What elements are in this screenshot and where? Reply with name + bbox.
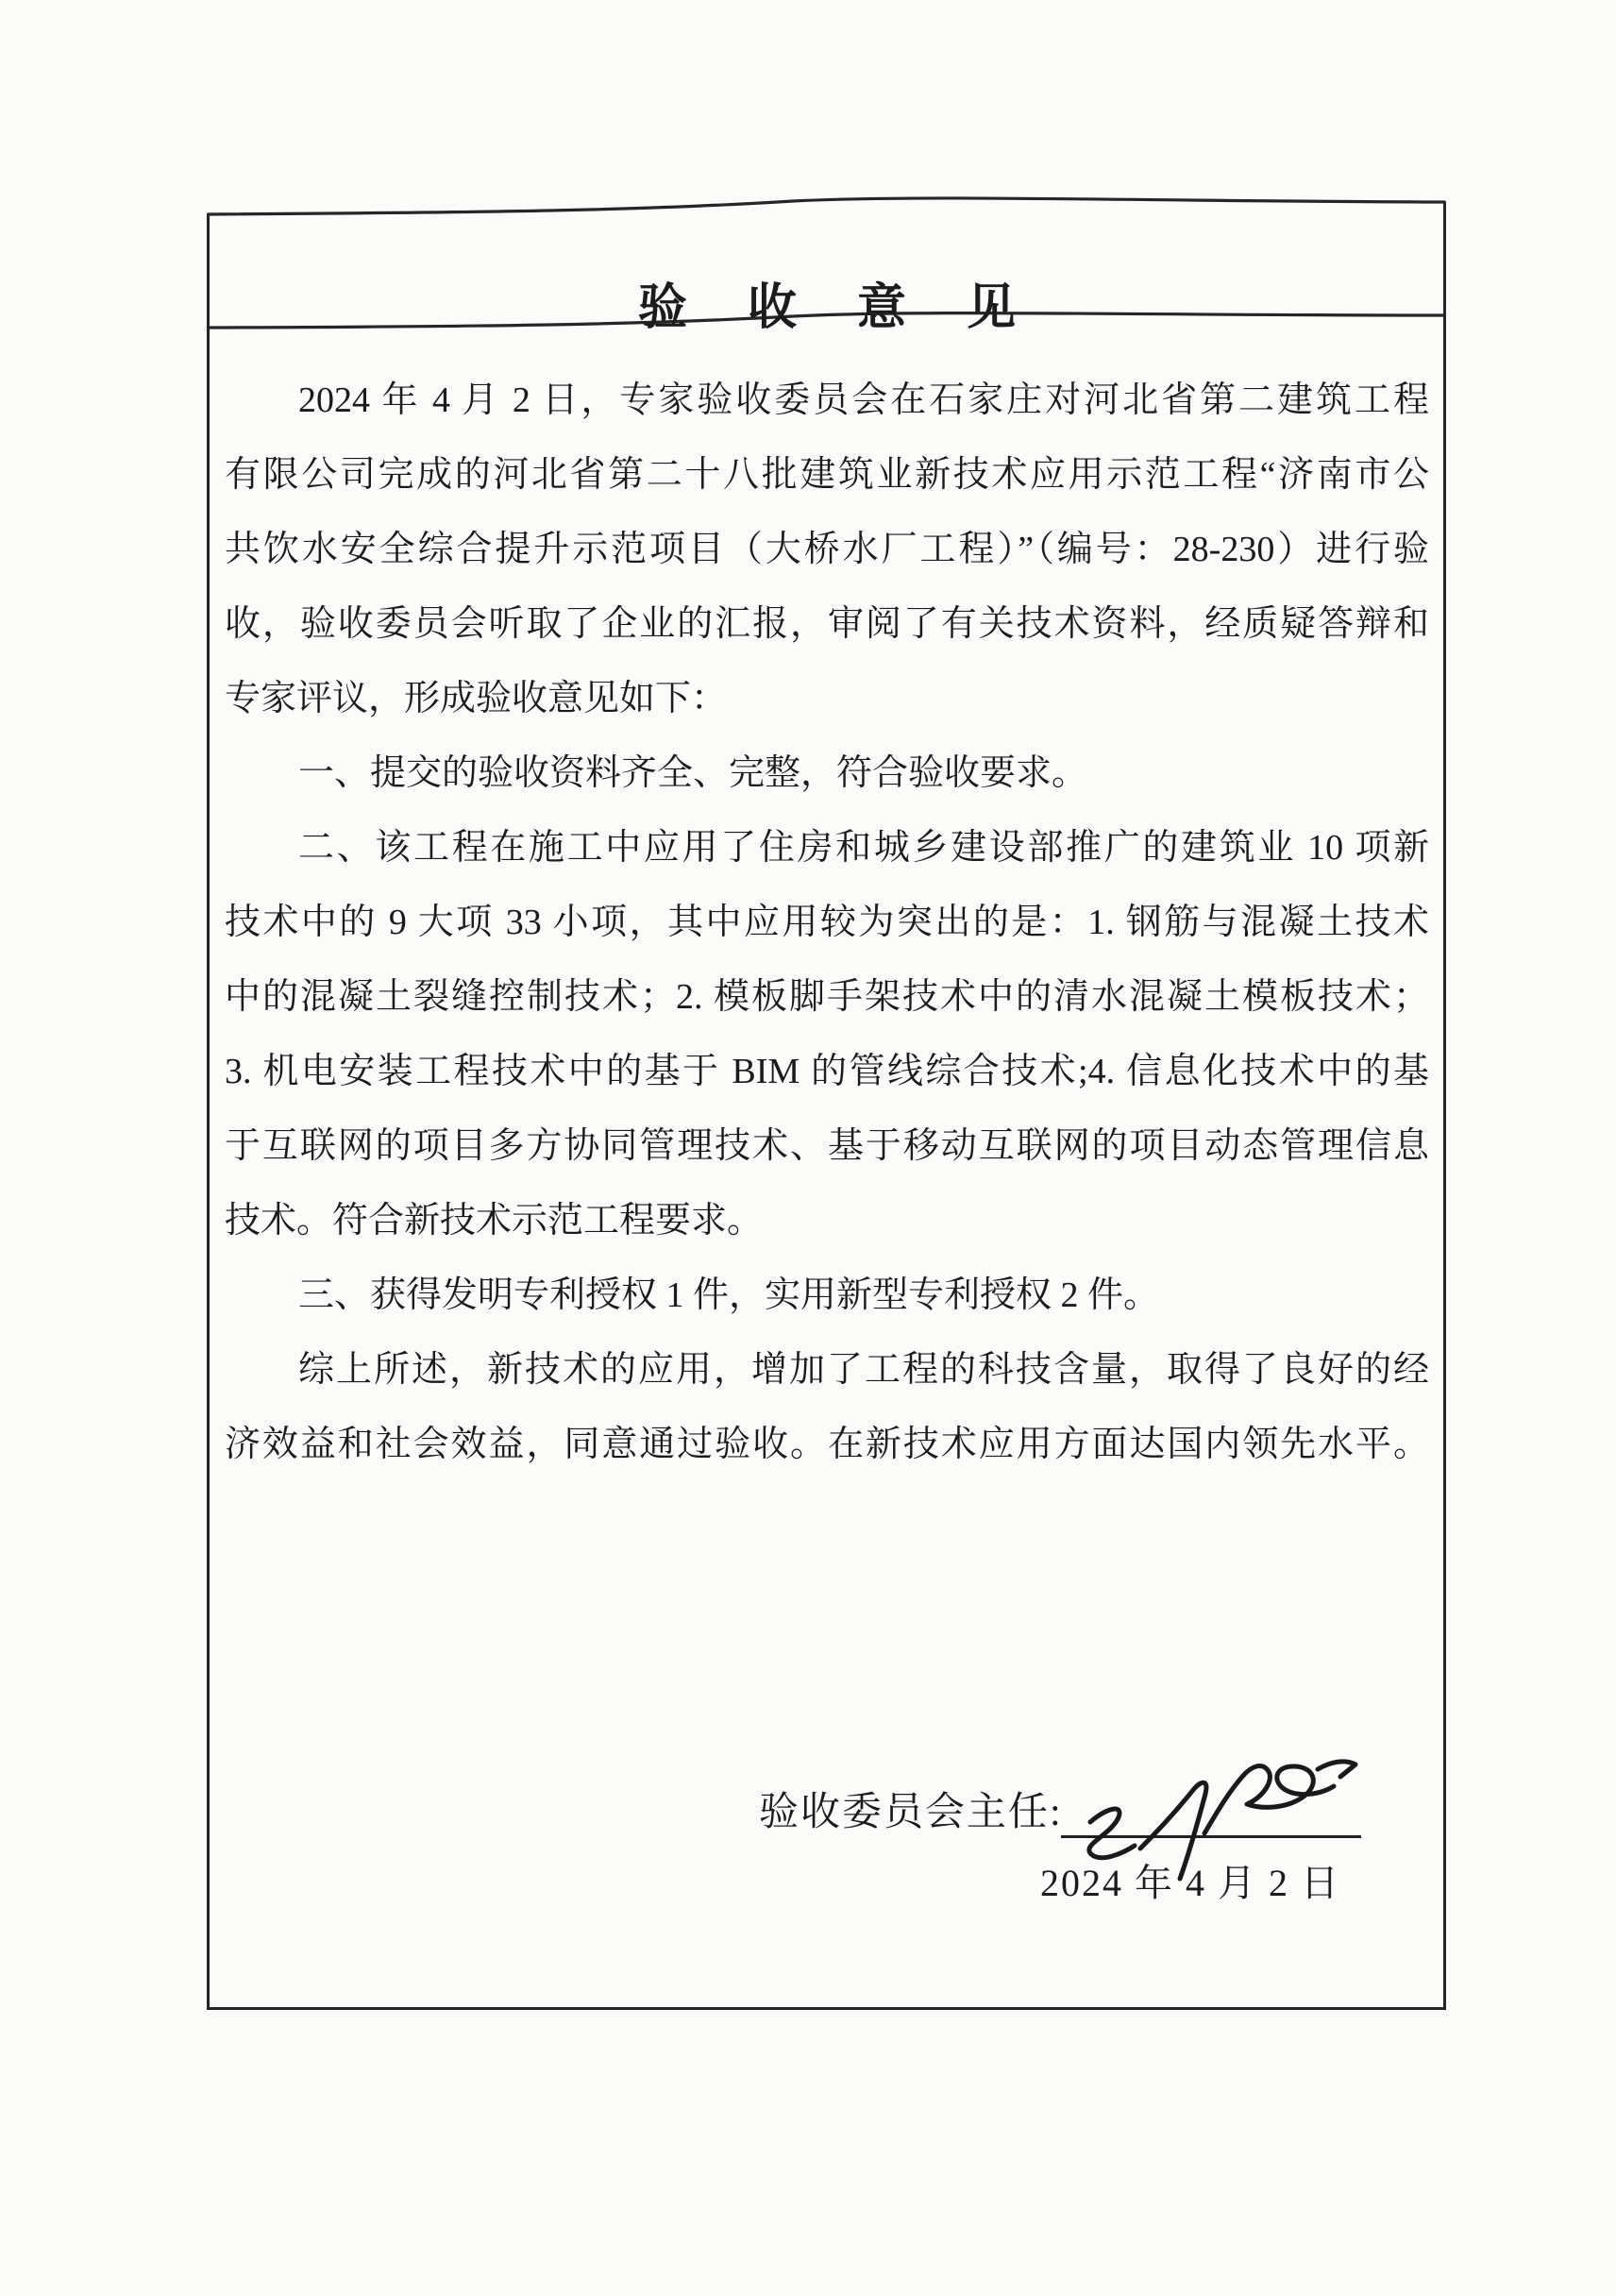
document-body	[225, 363, 1429, 1482]
table-border-bottom	[207, 2007, 1446, 2010]
signature-label: 验收委员会主任:	[759, 1791, 1063, 1834]
body-line: 技术。符合新技术示范工程要求。	[225, 1201, 764, 1241]
document-title: 验收意见	[637, 280, 1076, 335]
body-line: 2024 年 4 月 2 日，专家验收委员会在石家庄对河北省第二建筑工程	[298, 380, 1429, 420]
table-border-right	[1443, 201, 1446, 2010]
body-line: 专家评议，形成验收意见如下：	[225, 679, 728, 718]
body-line: 于互联网的项目多方协同管理技术、基于移动互联网的项目动态管理信息	[225, 1126, 1429, 1166]
table-border-left	[207, 213, 210, 2010]
body-line: 一、提交的验收资料齐全、完整，符合验收要求。	[298, 753, 1088, 793]
body-line: 济效益和社会效益，同意通过验收。在新技术应用方面达国内领先水平。	[225, 1425, 1429, 1464]
body-line: 中的混凝土裂缝控制技术；2. 模板脚手架技术中的清水混凝土模板技术；	[225, 977, 1429, 1017]
body-line: 综上所述，新技术的应用，增加了工程的科技含量，取得了良好的经	[298, 1350, 1429, 1390]
signature-date: 2024 年 4 月 2 日	[1040, 1862, 1340, 1904]
body-line: 共饮水安全综合提升示范项目（大桥水厂工程）”（编号：28-230）进行验	[225, 530, 1429, 569]
body-line: 收，验收委员会听取了企业的汇报，审阅了有关技术资料，经质疑答辩和	[225, 604, 1429, 644]
body-line: 三、获得发明专利授权 1 件，实用新型专利授权 2 件。	[298, 1275, 1160, 1315]
body-line: 3. 机电安装工程技术中的基于 BIM 的管线综合技术;4. 信息化技术中的基	[225, 1052, 1429, 1091]
body-line: 技术中的 9 大项 33 小项，其中应用较为突出的是：1. 钢筋与混凝土技术	[225, 903, 1429, 942]
body-line: 有限公司完成的河北省第二十八批建筑业新技术应用示范工程“济南市公	[225, 455, 1429, 495]
body-line: 二、该工程在施工中应用了住房和城乡建设部推广的建筑业 10 项新	[298, 828, 1429, 868]
